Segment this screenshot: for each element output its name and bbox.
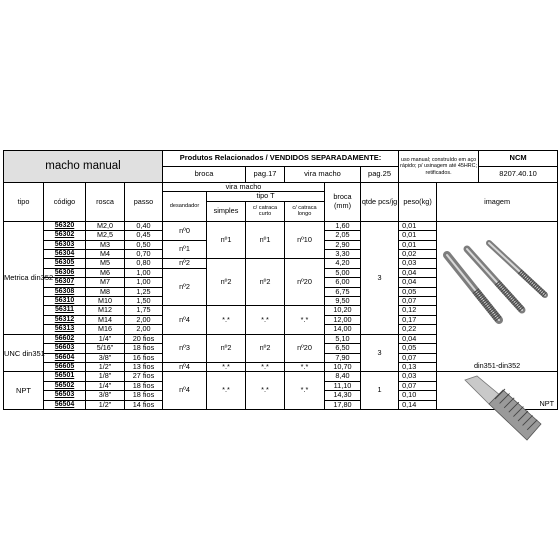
drill-size: 5,10 xyxy=(325,334,361,343)
weight: 0,04 xyxy=(399,268,437,277)
related-products-header: Produtos Relacionados / VENDIDOS SEPARADAMENTE: xyxy=(163,151,399,167)
set-quantity: 1 xyxy=(361,372,399,410)
product-code: 56602 xyxy=(44,334,86,343)
thread-size: 1/8" xyxy=(86,372,125,381)
drill-size: 6,50 xyxy=(325,344,361,353)
weight: 0,07 xyxy=(399,381,437,390)
product-code: 56303 xyxy=(44,240,86,249)
weight: 0,04 xyxy=(399,278,437,287)
thread-size: M2,0 xyxy=(86,221,125,230)
col-header-tipo-t: tipo T xyxy=(207,192,325,201)
thread-size: M3 xyxy=(86,240,125,249)
desandador-size: nº2 xyxy=(163,268,207,306)
product-code: 56311 xyxy=(44,306,86,315)
weight: 0,02 xyxy=(399,250,437,259)
drill-size: 12,00 xyxy=(325,315,361,324)
thread-size: M7 xyxy=(86,278,125,287)
related-pag17: pag.17 xyxy=(246,167,285,183)
thread-pitch: 1,00 xyxy=(125,268,163,277)
thread-pitch: 1,25 xyxy=(125,287,163,296)
drill-size: 1,60 xyxy=(325,221,361,230)
product-code: 56503 xyxy=(44,391,86,400)
thread-pitch: 0,50 xyxy=(125,240,163,249)
weight: 0,17 xyxy=(399,315,437,324)
product-code: 56604 xyxy=(44,353,86,362)
col-header-peso: peso(kg) xyxy=(399,183,437,222)
drill-size: 2,05 xyxy=(325,231,361,240)
tap-wrench-catraca-curto: nº2 xyxy=(246,259,285,306)
thread-size: M8 xyxy=(86,287,125,296)
tap-wrench-simples: nº2 xyxy=(207,259,246,306)
thread-pitch: 0,70 xyxy=(125,250,163,259)
tap-wrench-catraca-curto: nº1 xyxy=(246,221,285,259)
spec-table xyxy=(3,150,558,410)
weight: 0,13 xyxy=(399,362,437,371)
drill-size: 6,75 xyxy=(325,287,361,296)
product-code: 56306 xyxy=(44,268,86,277)
group-type-label: Metrica din352 xyxy=(4,221,44,334)
product-code: 56504 xyxy=(44,400,86,409)
tap-set-illustration xyxy=(437,235,557,359)
drill-size: 14,00 xyxy=(325,325,361,334)
weight: 0,07 xyxy=(399,297,437,306)
weight: 0,12 xyxy=(399,306,437,315)
related-broca: broca xyxy=(163,167,246,183)
drill-size: 11,10 xyxy=(325,381,361,390)
drill-size: 10,20 xyxy=(325,306,361,315)
thread-size: M5 xyxy=(86,259,125,268)
thread-size: 3/8" xyxy=(86,391,125,400)
col-header-passo: passo xyxy=(125,183,163,222)
thread-size: M12 xyxy=(86,306,125,315)
drill-size: 6,00 xyxy=(325,278,361,287)
product-code: 56313 xyxy=(44,325,86,334)
tap-wrench-catraca-longo: nº20 xyxy=(285,259,325,306)
weight: 0,01 xyxy=(399,221,437,230)
tap-wrench-catraca-longo: nº20 xyxy=(285,334,325,362)
weight: 0,05 xyxy=(399,344,437,353)
product-code: 56320 xyxy=(44,221,86,230)
ncm-value: 8207.40.10 xyxy=(479,167,558,183)
drill-size: 17,80 xyxy=(325,400,361,409)
weight: 0,01 xyxy=(399,240,437,249)
tap-icon xyxy=(447,255,499,320)
weight: 0,03 xyxy=(399,259,437,268)
tap-wrench-simples: nº2 xyxy=(207,334,246,362)
thread-size: 1/4" xyxy=(86,381,125,390)
col-header-tipo: tipo xyxy=(4,183,44,222)
drill-size: 10,70 xyxy=(325,362,361,371)
weight: 0,04 xyxy=(399,334,437,343)
drill-size: 5,00 xyxy=(325,268,361,277)
product-code: 56304 xyxy=(44,250,86,259)
desandador-size: nº4 xyxy=(163,372,207,410)
thread-pitch: 1,75 xyxy=(125,306,163,315)
col-header-imagem: imagem xyxy=(437,183,558,222)
drill-size: 3,30 xyxy=(325,250,361,259)
desandador-size: nº3 xyxy=(163,334,207,362)
thread-pitch: 0,80 xyxy=(125,259,163,268)
table-row xyxy=(4,372,558,381)
thread-size: M2,5 xyxy=(86,231,125,240)
thread-pitch: 1,50 xyxy=(125,297,163,306)
thread-pitch: 18 fios xyxy=(125,381,163,390)
thread-size: M6 xyxy=(86,268,125,277)
thread-pitch: 1,00 xyxy=(125,278,163,287)
tap-wrench-catraca-longo: *.* xyxy=(285,372,325,410)
thread-pitch: 14 fios xyxy=(125,400,163,409)
ncm-label: NCM xyxy=(479,151,558,167)
col-header-vira-macho: vira macho xyxy=(163,183,325,192)
product-code: 56307 xyxy=(44,278,86,287)
set-quantity: 3 xyxy=(361,334,399,372)
tap-wrench-simples: *.* xyxy=(207,362,246,371)
npt-tap-image xyxy=(437,372,558,410)
thread-pitch: 0,40 xyxy=(125,221,163,230)
tap-wrench-catraca-longo: *.* xyxy=(285,362,325,371)
col-header-catraca-longo: c/ catraca longo xyxy=(285,201,325,221)
tap-wrench-catraca-curto: *.* xyxy=(246,306,285,334)
drill-size: 14,30 xyxy=(325,391,361,400)
thread-size: M10 xyxy=(86,297,125,306)
thread-size: 5/16" xyxy=(86,344,125,353)
thread-size: M4 xyxy=(86,250,125,259)
npt-image-caption: NPT xyxy=(539,398,555,408)
product-code: 56302 xyxy=(44,231,86,240)
weight: 0,14 xyxy=(399,400,437,409)
tap-wrench-catraca-curto: *.* xyxy=(246,362,285,371)
product-code: 56501 xyxy=(44,372,86,381)
thread-pitch: 18 fios xyxy=(125,391,163,400)
tap-icon xyxy=(467,249,522,310)
thread-size: 3/8" xyxy=(86,353,125,362)
desandador-size: nº0 xyxy=(163,221,207,240)
tap-wrench-catraca-curto: nº2 xyxy=(246,334,285,362)
weight: 0,22 xyxy=(399,325,437,334)
tap-wrench-simples: nº1 xyxy=(207,221,246,259)
thread-pitch: 13 fios xyxy=(125,362,163,371)
product-code: 56308 xyxy=(44,287,86,296)
thread-pitch: 0,45 xyxy=(125,231,163,240)
metric-taps-image xyxy=(437,221,558,372)
product-code: 56502 xyxy=(44,381,86,390)
weight: 0,05 xyxy=(399,287,437,296)
col-header-qtde: qtde pcs/jg xyxy=(361,183,399,222)
npt-tap-icon xyxy=(465,376,541,440)
product-code: 56305 xyxy=(44,259,86,268)
col-header-broca: broca (mm) xyxy=(325,183,361,222)
group-type-label: UNC din351 xyxy=(4,334,44,372)
thread-size: 1/2" xyxy=(86,400,125,409)
thread-pitch: 27 fios xyxy=(125,372,163,381)
drill-size: 8,40 xyxy=(325,372,361,381)
drill-size: 7,90 xyxy=(325,353,361,362)
tap-wrench-simples: *.* xyxy=(207,306,246,334)
weight: 0,03 xyxy=(399,372,437,381)
drill-size: 4,20 xyxy=(325,259,361,268)
tap-wrench-catraca-curto: *.* xyxy=(246,372,285,410)
set-quantity: 3 xyxy=(361,221,399,334)
tap-wrench-catraca-longo: *.* xyxy=(285,306,325,334)
related-vira-macho: vira macho xyxy=(285,167,361,183)
table-row xyxy=(4,221,558,230)
product-spec-sheet xyxy=(3,150,557,410)
col-header-catraca-curto: c/ catraca curto xyxy=(246,201,285,221)
product-code: 56605 xyxy=(44,362,86,371)
drill-size: 2,90 xyxy=(325,240,361,249)
thread-size: M14 xyxy=(86,315,125,324)
metric-image-caption: din351-din352 xyxy=(473,360,521,370)
product-code: 56310 xyxy=(44,297,86,306)
desandador-size: nº4 xyxy=(163,362,207,371)
thread-pitch: 16 fios xyxy=(125,353,163,362)
group-type-label: NPT xyxy=(4,372,44,410)
related-pag25: pag.25 xyxy=(361,167,399,183)
usage-note: uso manual; construído em aço rápido; p/ usinagem até 45HRC; retificados. xyxy=(399,151,479,183)
thread-size: 1/4" xyxy=(86,334,125,343)
thread-pitch: 2,00 xyxy=(125,325,163,334)
col-header-rosca: rosca xyxy=(86,183,125,222)
thread-pitch: 20 fios xyxy=(125,334,163,343)
product-code: 56312 xyxy=(44,315,86,324)
tap-wrench-catraca-longo: nº10 xyxy=(285,221,325,259)
thread-pitch: 18 fios xyxy=(125,344,163,353)
thread-size: M16 xyxy=(86,325,125,334)
weight: 0,01 xyxy=(399,231,437,240)
tap-wrench-simples: *.* xyxy=(207,372,246,410)
thread-size: 1/2" xyxy=(86,362,125,371)
desandador-size: nº2 xyxy=(163,259,207,268)
col-header-codigo: código xyxy=(44,183,86,222)
col-header-simples: simples xyxy=(207,201,246,221)
desandador-size: nº1 xyxy=(163,240,207,259)
weight: 0,07 xyxy=(399,353,437,362)
product-code: 56603 xyxy=(44,344,86,353)
col-header-desandador: desandador xyxy=(163,192,207,221)
desandador-size: nº4 xyxy=(163,306,207,334)
drill-size: 9,50 xyxy=(325,297,361,306)
page-title: macho manual xyxy=(4,151,163,183)
thread-pitch: 2,00 xyxy=(125,315,163,324)
weight: 0,10 xyxy=(399,391,437,400)
